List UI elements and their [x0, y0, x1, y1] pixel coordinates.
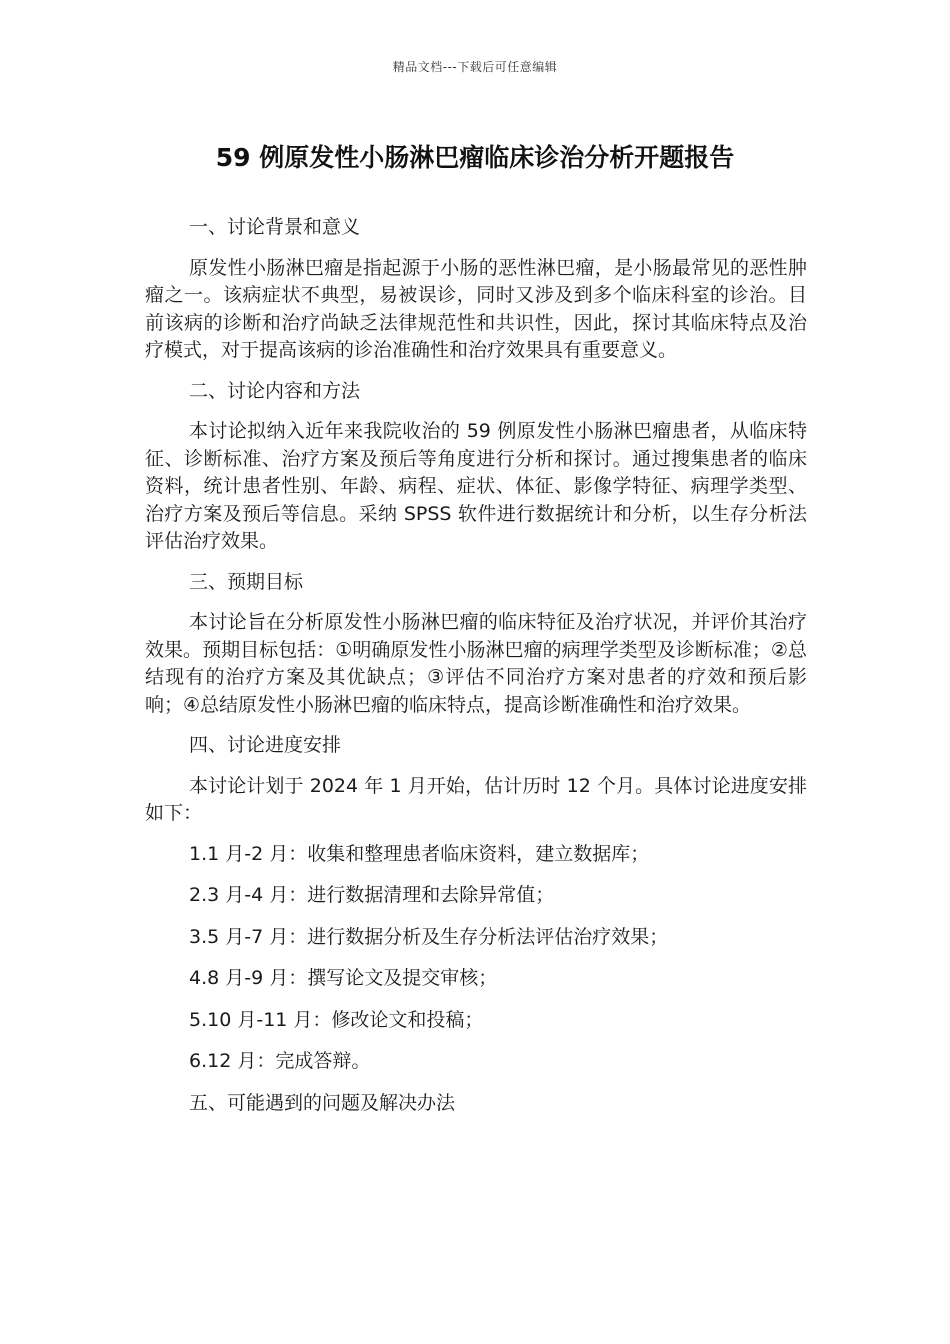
- schedule-item: 4.8 月-9 月：撰写论文及提交审核；: [189, 967, 498, 989]
- section-heading-problems-solutions: 五、可能遇到的问题及解决办法: [189, 1091, 456, 1114]
- section-paragraph-schedule: 本讨论计划于 2024 年 1 月开始，估计历时 12 个月。具体讨论进度安排如下：: [145, 774, 807, 824]
- schedule-item: 3.5 月-7 月：进行数据分析及生存分析法评估治疗效果；: [189, 925, 669, 948]
- section-heading-content-methods: 二、讨论内容和方法: [189, 379, 361, 402]
- schedule-item: 2.3 月-4 月：进行数据清理和去除异常值；: [189, 884, 555, 906]
- section-heading-expected-goals: 三、预期目标: [189, 570, 304, 593]
- section-heading-background: 一、讨论背景和意义: [189, 216, 361, 238]
- header-watermark: 精品文档---下载后可任意编辑: [392, 60, 558, 74]
- section-heading-schedule: 四、讨论进度安排: [189, 734, 342, 756]
- section-paragraph-expected-goals: 本讨论旨在分析原发性小肠淋巴瘤的临床特征及治疗状况，并评价其治疗效果。预期目标包括：①明确原发性小肠淋巴瘤的病理学类型及诊断标准；②总结现有的治疗方案及其优缺点；③评估不同治疗方案对患者的疗效和预后影响；④总结原发性小肠淋巴瘤的临床特点，提高诊断准确性和治疗效果。: [145, 611, 807, 716]
- schedule-item: 1.1 月-2 月：收集和整理患者临床资料，建立数据库；: [189, 842, 650, 865]
- section-paragraph-content-methods: 本讨论拟纳入近年来我院收治的 59 例原发性小肠淋巴瘤患者，从临床特征、诊断标准、治疗方案及预后等角度进行分析和探讨。通过搜集患者的临床资料，统计患者性别、年龄、病程、症状、体征、影像学特征、病理学类型、治疗方案及预后等信息。采纳 SPSS 软件进行数据统计和分析，以生存分析法评估治疗效果。: [145, 420, 807, 552]
- schedule-item: 6.12 月：完成答辩。: [189, 1050, 371, 1072]
- document-title: 59 例原发性小肠淋巴瘤临床诊治分析开题报告: [215, 143, 735, 172]
- schedule-item: 5.10 月-11 月：修改论文和投稿；: [189, 1008, 484, 1031]
- document-body: [145, 214, 807, 1130]
- section-paragraph-background: 原发性小肠淋巴瘤是指起源于小肠的恶性淋巴瘤，是小肠最常见的恶性肿瘤之一。该病症状不典型，易被误诊，同时又涉及到多个临床科室的诊治。目前该病的诊断和治疗尚缺乏法律规范性和共识性，因此，探讨其临床特点及治疗模式，对于提高该病的诊治准确性和治疗效果具有重要意义。: [145, 256, 807, 361]
